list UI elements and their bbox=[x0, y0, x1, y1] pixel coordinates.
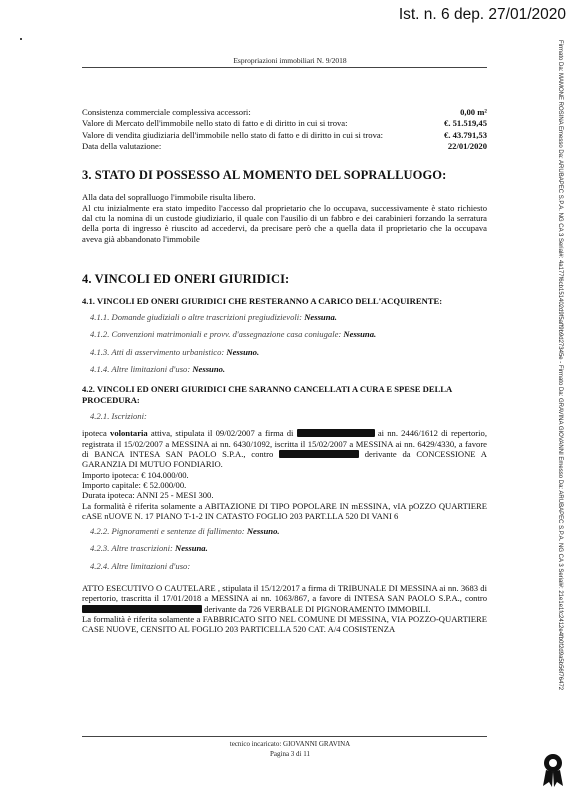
valuation-label: Valore di Mercato dell'immobile nello stato di fatto e di diritto in cui si trova: bbox=[82, 118, 348, 129]
redaction-bar bbox=[297, 429, 375, 437]
item-value: Nessuno. bbox=[192, 364, 226, 375]
section-4-2-1-label: 4.2.1. Iscrizioni: bbox=[90, 411, 147, 421]
item-label: 4.1.2. Convenzioni matrimoniali e provv. d'assegnazione casa coniugale: bbox=[90, 329, 344, 340]
page-body bbox=[82, 107, 487, 635]
deposit-stamp: Ist. n. 6 dep. 27/01/2020 bbox=[398, 6, 566, 23]
section-4-1-item bbox=[90, 329, 487, 339]
atto-paragraph bbox=[82, 583, 487, 614]
valuation-label: Valore di vendita giudiziaria dell'immobile nello stato di fatto e di diritto in cui si trova: bbox=[82, 129, 384, 140]
item-value: Nessuna. bbox=[343, 329, 377, 340]
atto-text: derivante da 726 VERBALE DI PIGNORAMENTO IMMOBILI. bbox=[202, 603, 431, 614]
valuation-row bbox=[82, 130, 487, 140]
ipoteca-text: ai nn. 2446/1612 di repertorio, registrata il 15/02/2007 a MESSINA ai nn. 6430/1092, iscritta il 15/02/2007 a MESSINA ai nn. 6429/4330, a favore di BANCA INTESA SAN PAOLO S.P.A., contro bbox=[82, 428, 488, 459]
digital-signature-text: Firmato Da: MAMONE ROSINA Emesso Da: ARUBAPEC S.P.A. NG CA 3 Serial#: 4a177f6cb151402d9f5aff9b9d27345e - Firmato Da: GRAVINA GIOVANNI Emesso Da: ARUBAPEC S.P.A. NG CA 3 Serial#: 21e1e1fc2412e4fb0f2d9a5b56f76472 bbox=[557, 40, 563, 691]
ipoteca-type: volontaria bbox=[110, 428, 148, 439]
page-header: Espropriazioni immobiliari N. 9/2018 bbox=[233, 56, 347, 65]
section-3-paragraph: Alla data del sopralluogo l'immobile risulta libero. bbox=[82, 192, 256, 203]
footer-technician: tecnico incaricato: GIOVANNI GRAVINA bbox=[229, 740, 351, 748]
footer-page-number: Pagina 3 di 11 bbox=[270, 750, 310, 758]
valuation-summary bbox=[82, 107, 487, 151]
valuation-row bbox=[82, 107, 487, 117]
section-4-2-item bbox=[90, 561, 487, 571]
valuation-amount: 0,00 m² bbox=[460, 107, 487, 117]
scan-dot bbox=[20, 38, 22, 40]
footer-divider bbox=[82, 736, 487, 737]
section-4-title: 4. VINCOLI ED ONERI GIURIDICI: bbox=[82, 271, 290, 286]
item-label: 4.1.3. Atti di asservimento urbanistico: bbox=[90, 346, 227, 357]
section-4-1-item bbox=[90, 364, 487, 374]
ipoteca-paragraph bbox=[82, 428, 487, 469]
ipoteca-line: Importo capitale: € 52.000/00. bbox=[82, 479, 187, 490]
item-label: 4.1.4. Altre limitazioni d'uso: bbox=[90, 364, 193, 375]
valuation-amount: 22/01/2020 bbox=[447, 140, 487, 151]
section-3-title: 3. STATO DI POSSESSO AL MOMENTO DEL SOPRALLUOGO: bbox=[82, 168, 447, 183]
item-label: 4.2.4. Altre limitazioni d'uso: bbox=[90, 560, 191, 571]
item-label: 4.2.3. Altre trascrizioni: bbox=[90, 543, 175, 554]
atto-line: La formalità è riferita solamente a FABBRICATO SITO NEL COMUNE DI MESSINA, VIA POZZO-QUARTIERE CASE NUOVE, CENSITO AL FOGLIO 203 PARTICELLA 520 CAT. A/4 COSISTENZA bbox=[82, 614, 487, 635]
section-4-2-item bbox=[90, 543, 487, 553]
item-value: Nessuna. bbox=[175, 543, 208, 554]
section-3-paragraph: Al ctu inizialmente era stato impedito l'accesso dal proprietario che lo occupava, successivamente è stato richiesto dal ctu la nomina di un custode giudiziario, il quale con l'ausilio di un fabbro e dei carabinieri forzando la serratura della porta di ingresso è riuscito ad accedervi, da precisare però che a quella data il proprietario che la occupava aveva già abbandonato l'immobile bbox=[82, 202, 487, 244]
redaction-bar bbox=[82, 605, 202, 613]
section-4-2-title: 4.2. VINCOLI ED ONERI GIURIDICI CHE SARANNO CANCELLATI A CURA E SPESE DELLA PROCEDURA: bbox=[82, 384, 452, 405]
ipoteca-text: attiva, stipulata il 09/02/2007 a firma di bbox=[147, 428, 297, 439]
valuation-row bbox=[82, 141, 487, 151]
ipoteca-line: Importo ipoteca: € 104.000/00. bbox=[82, 469, 189, 480]
valuation-row bbox=[82, 118, 487, 128]
valuation-label: Consistenza commerciale complessiva accessori: bbox=[82, 107, 251, 117]
item-value: Nessuna. bbox=[304, 312, 337, 323]
section-4-2-item bbox=[90, 526, 487, 536]
header-divider bbox=[82, 67, 487, 68]
valuation-amount: €. 51.519,45 bbox=[444, 118, 487, 129]
ipoteca-text: ipoteca bbox=[82, 428, 111, 439]
ipoteca-line: Durata ipoteca: ANNI 25 - MESI 300. bbox=[82, 490, 214, 501]
item-value: Nessuno. bbox=[226, 346, 260, 357]
ipoteca-text: derivante da CONCESSIONE A GARANZIA DI MUTUO FONDIARIO. bbox=[82, 448, 487, 470]
section-4-1-item bbox=[90, 347, 487, 357]
redaction-bar bbox=[279, 450, 359, 458]
atto-text: ATTO ESECUTIVO O CAUTELARE , stipulata il 15/12/2017 a firma di TRIBUNALE DI MESSINA ai nn. 3683 di repertorio, trascritta il 17/01/2018 a MESSINA ai nn. 1063/867, a favore di INTESA SAN PAOLO S.P.A., contro bbox=[82, 583, 487, 604]
item-label: 4.1.1. Domande giudiziali o altre trascrizioni pregiudizievoli: bbox=[90, 312, 305, 323]
section-4-1-item bbox=[90, 312, 487, 322]
item-label: 4.2.2. Pignoramenti e sentenze di fallimento: bbox=[90, 526, 247, 537]
ipoteca-line: La formalità è riferita solamente a ABITAZIONE DI TIPO POPOLARE IN mESSINA, vIA pOZZO QUARTIERE cASE nUOVE N. 17 PIANO T-1-2 IN CATASTO FOGLIO 203 PART.LLA 520 DI VANI 6 bbox=[82, 500, 487, 521]
section-4-1-title: 4.1. VINCOLI ED ONERI GIURIDICI CHE RESTERANNO A CARICO DELL'ACQUIRENTE: bbox=[82, 295, 443, 306]
item-value: Nessuno. bbox=[246, 526, 280, 537]
valuation-label: Data della valutazione: bbox=[82, 140, 162, 151]
valuation-amount: €. 43.791,53 bbox=[444, 129, 487, 140]
signature-seal-icon bbox=[541, 752, 565, 793]
